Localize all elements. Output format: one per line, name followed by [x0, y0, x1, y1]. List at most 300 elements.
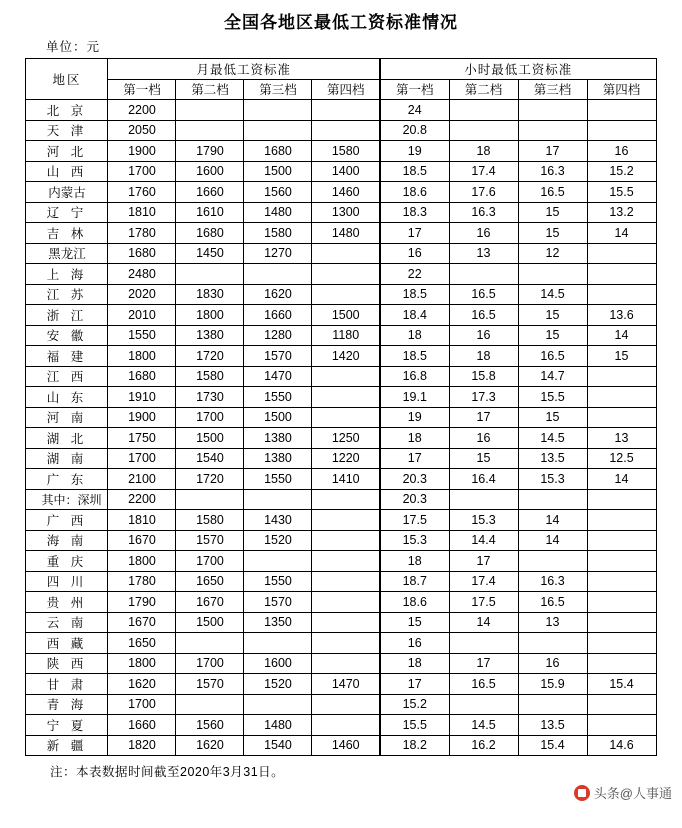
unit-label: 单位：元	[46, 40, 101, 54]
monthly-wage-cell: 1550	[108, 325, 176, 346]
monthly-wage-cell: 1500	[176, 428, 244, 449]
toutiao-logo-icon	[574, 785, 590, 801]
table-row	[26, 100, 656, 121]
monthly-wage-cell: 1480	[244, 715, 312, 736]
monthly-wage-cell: 1550	[244, 469, 312, 490]
monthly-wage-cell: 1670	[176, 592, 244, 613]
monthly-wage-cell: 1750	[108, 428, 176, 449]
hourly-wage-cell: 20.8	[380, 120, 449, 141]
monthly-wage-cell: 1500	[312, 305, 380, 326]
monthly-wage-cell: 1430	[244, 510, 312, 531]
hourly-wage-cell: 18.7	[380, 571, 449, 592]
hourly-wage-cell: 13.5	[518, 715, 587, 736]
hourly-wage-cell: 18	[380, 653, 449, 674]
hourly-wage-cell: 13	[449, 243, 518, 264]
table-row	[26, 653, 656, 674]
monthly-wage-cell	[176, 120, 244, 141]
table-row	[26, 633, 656, 654]
monthly-wage-cell: 1700	[176, 551, 244, 572]
hourly-wage-cell	[587, 653, 656, 674]
monthly-wage-cell	[176, 264, 244, 285]
hourly-wage-cell: 14	[587, 469, 656, 490]
hourly-wage-cell	[587, 530, 656, 551]
region-name-cell: 天 津	[26, 120, 108, 141]
monthly-wage-cell: 1560	[244, 182, 312, 203]
hourly-wage-cell: 17.6	[449, 182, 518, 203]
hourly-wage-cell: 16.5	[449, 674, 518, 695]
hourly-wage-cell: 17.5	[380, 510, 449, 531]
hourly-wage-cell: 18.5	[380, 346, 449, 367]
hourly-wage-cell: 14.4	[449, 530, 518, 551]
monthly-wage-cell	[312, 571, 380, 592]
monthly-wage-cell	[244, 264, 312, 285]
monthly-wage-cell: 1540	[176, 448, 244, 469]
monthly-wage-cell: 1380	[244, 428, 312, 449]
hourly-wage-cell: 18	[449, 141, 518, 162]
header-hourly-tier-4: 第四档	[587, 79, 656, 100]
monthly-wage-cell: 1470	[244, 366, 312, 387]
monthly-wage-cell: 1680	[244, 141, 312, 162]
region-name-cell: 云 南	[26, 612, 108, 633]
region-name-cell: 新 疆	[26, 735, 108, 756]
header-region: 地区	[26, 59, 108, 100]
hourly-wage-cell	[587, 407, 656, 428]
table-row	[26, 489, 656, 510]
hourly-wage-cell	[587, 120, 656, 141]
hourly-wage-cell	[449, 633, 518, 654]
hourly-wage-cell	[587, 592, 656, 613]
monthly-wage-cell: 1810	[108, 510, 176, 531]
region-name-cell: 青 海	[26, 694, 108, 715]
monthly-wage-cell: 1800	[108, 551, 176, 572]
monthly-wage-cell: 2010	[108, 305, 176, 326]
page-title: 全国各地区最低工资标准情况	[224, 13, 458, 32]
region-name-cell: 甘 肃	[26, 674, 108, 695]
hourly-wage-cell: 17	[518, 141, 587, 162]
region-name-cell: 广 西	[26, 510, 108, 531]
monthly-wage-cell: 1800	[176, 305, 244, 326]
hourly-wage-cell: 15.5	[587, 182, 656, 203]
monthly-wage-cell: 1720	[176, 469, 244, 490]
monthly-wage-cell: 1460	[312, 182, 380, 203]
monthly-wage-cell	[244, 633, 312, 654]
monthly-wage-cell: 2050	[108, 120, 176, 141]
monthly-wage-cell: 1570	[176, 674, 244, 695]
region-name-cell: 安 徽	[26, 325, 108, 346]
hourly-wage-cell: 19.1	[380, 387, 449, 408]
monthly-wage-cell: 1610	[176, 202, 244, 223]
region-name-cell: 宁 夏	[26, 715, 108, 736]
monthly-wage-cell	[176, 489, 244, 510]
hourly-wage-cell: 13.6	[587, 305, 656, 326]
monthly-wage-cell: 2200	[108, 100, 176, 121]
watermark-text: 头条@人事通	[593, 786, 672, 801]
monthly-wage-cell: 2200	[108, 489, 176, 510]
hourly-wage-cell	[587, 366, 656, 387]
monthly-wage-cell: 2480	[108, 264, 176, 285]
header-monthly-tier-4: 第四档	[312, 79, 380, 100]
region-name-cell: 江 苏	[26, 284, 108, 305]
hourly-wage-cell: 14.5	[449, 715, 518, 736]
monthly-wage-cell: 2020	[108, 284, 176, 305]
hourly-wage-cell: 18	[380, 428, 449, 449]
monthly-wage-cell: 1700	[176, 653, 244, 674]
table-row	[26, 284, 656, 305]
monthly-wage-cell: 1790	[176, 141, 244, 162]
hourly-wage-cell: 15.3	[518, 469, 587, 490]
table-row	[26, 346, 656, 367]
region-name-cell: 黑龙江	[26, 243, 108, 264]
hourly-wage-cell: 17.4	[449, 571, 518, 592]
hourly-wage-cell	[587, 284, 656, 305]
monthly-wage-cell: 1480	[312, 223, 380, 244]
hourly-wage-cell: 14	[587, 325, 656, 346]
hourly-wage-cell: 24	[380, 100, 449, 121]
hourly-wage-cell	[587, 100, 656, 121]
region-name-cell: 其中：深圳	[26, 489, 108, 510]
monthly-wage-cell: 1570	[244, 592, 312, 613]
monthly-wage-cell	[312, 592, 380, 613]
hourly-wage-cell: 15.5	[380, 715, 449, 736]
hourly-wage-cell: 15.3	[380, 530, 449, 551]
monthly-wage-cell	[176, 633, 244, 654]
hourly-wage-cell: 15.8	[449, 366, 518, 387]
region-name-cell: 湖 北	[26, 428, 108, 449]
hourly-wage-cell: 20.3	[380, 469, 449, 490]
table-row	[26, 674, 656, 695]
hourly-wage-cell: 16	[449, 325, 518, 346]
table-row	[26, 325, 656, 346]
monthly-wage-cell: 1480	[244, 202, 312, 223]
hourly-wage-cell: 15	[449, 448, 518, 469]
monthly-wage-cell: 1550	[244, 571, 312, 592]
monthly-wage-cell	[244, 100, 312, 121]
hourly-wage-cell: 14.7	[518, 366, 587, 387]
hourly-wage-cell: 18.6	[380, 182, 449, 203]
monthly-wage-cell: 1550	[244, 387, 312, 408]
monthly-wage-cell	[244, 694, 312, 715]
region-name-cell: 辽 宁	[26, 202, 108, 223]
monthly-wage-cell: 1520	[244, 674, 312, 695]
region-name-cell: 河 南	[26, 407, 108, 428]
table-body	[26, 100, 656, 756]
monthly-wage-cell: 1900	[108, 141, 176, 162]
hourly-wage-cell: 15.9	[518, 674, 587, 695]
monthly-wage-cell: 1700	[176, 407, 244, 428]
hourly-wage-cell: 16	[380, 243, 449, 264]
monthly-wage-cell	[312, 612, 380, 633]
hourly-wage-cell: 16.5	[518, 346, 587, 367]
monthly-wage-cell: 1800	[108, 653, 176, 674]
hourly-wage-cell: 16.5	[449, 284, 518, 305]
table-row	[26, 448, 656, 469]
table-row	[26, 141, 656, 162]
monthly-wage-cell: 1790	[108, 592, 176, 613]
hourly-wage-cell: 16.8	[380, 366, 449, 387]
monthly-wage-cell: 1400	[312, 161, 380, 182]
monthly-wage-cell: 1500	[176, 612, 244, 633]
region-name-cell: 内蒙古	[26, 182, 108, 203]
monthly-wage-cell: 1680	[108, 366, 176, 387]
monthly-wage-cell: 1460	[312, 735, 380, 756]
monthly-wage-cell	[244, 120, 312, 141]
hourly-wage-cell: 16.5	[518, 182, 587, 203]
monthly-wage-cell	[312, 530, 380, 551]
monthly-wage-cell: 1540	[244, 735, 312, 756]
table-row	[26, 202, 656, 223]
table-row	[26, 305, 656, 326]
monthly-wage-cell	[312, 407, 380, 428]
hourly-wage-cell	[587, 612, 656, 633]
hourly-wage-cell: 15.3	[449, 510, 518, 531]
region-name-cell: 四 川	[26, 571, 108, 592]
monthly-wage-cell: 1580	[176, 366, 244, 387]
hourly-wage-cell: 18.2	[380, 735, 449, 756]
hourly-wage-cell: 13.5	[518, 448, 587, 469]
hourly-wage-cell	[518, 551, 587, 572]
monthly-wage-cell: 1660	[176, 182, 244, 203]
hourly-wage-cell	[587, 571, 656, 592]
header-monthly-tier-3: 第三档	[244, 79, 312, 100]
table-row	[26, 182, 656, 203]
region-name-cell: 江 西	[26, 366, 108, 387]
hourly-wage-cell: 15.4	[587, 674, 656, 695]
monthly-wage-cell	[312, 633, 380, 654]
monthly-wage-cell: 1730	[176, 387, 244, 408]
table-row	[26, 120, 656, 141]
region-name-cell: 西 藏	[26, 633, 108, 654]
hourly-wage-cell: 17.4	[449, 161, 518, 182]
region-name-cell: 北 京	[26, 100, 108, 121]
monthly-wage-cell: 1380	[244, 448, 312, 469]
hourly-wage-cell: 15	[518, 407, 587, 428]
hourly-wage-cell	[587, 715, 656, 736]
monthly-wage-cell: 1670	[108, 530, 176, 551]
hourly-wage-cell	[518, 694, 587, 715]
monthly-wage-cell: 1650	[176, 571, 244, 592]
hourly-wage-cell: 17.3	[449, 387, 518, 408]
table-header-tiers	[26, 79, 656, 100]
monthly-wage-cell: 1600	[244, 653, 312, 674]
header-hourly-tier-3: 第三档	[518, 79, 587, 100]
header-monthly-tier-2: 第二档	[176, 79, 244, 100]
hourly-wage-cell: 18	[380, 325, 449, 346]
hourly-wage-cell: 16.2	[449, 735, 518, 756]
monthly-wage-cell: 1620	[176, 735, 244, 756]
hourly-wage-cell: 18.6	[380, 592, 449, 613]
hourly-wage-cell: 15	[518, 305, 587, 326]
monthly-wage-cell: 1500	[244, 161, 312, 182]
hourly-wage-cell: 15.2	[587, 161, 656, 182]
monthly-wage-cell: 1450	[176, 243, 244, 264]
monthly-wage-cell: 1300	[312, 202, 380, 223]
monthly-wage-cell	[312, 715, 380, 736]
region-name-cell: 重 庆	[26, 551, 108, 572]
monthly-wage-cell: 1660	[244, 305, 312, 326]
hourly-wage-cell	[518, 100, 587, 121]
monthly-wage-cell: 1250	[312, 428, 380, 449]
hourly-wage-cell: 14.5	[518, 428, 587, 449]
monthly-wage-cell	[312, 243, 380, 264]
table-row	[26, 715, 656, 736]
hourly-wage-cell: 20.3	[380, 489, 449, 510]
hourly-wage-cell	[518, 264, 587, 285]
hourly-wage-cell	[587, 551, 656, 572]
monthly-wage-cell	[176, 100, 244, 121]
monthly-wage-cell: 1580	[312, 141, 380, 162]
hourly-wage-cell: 17.5	[449, 592, 518, 613]
monthly-wage-cell	[312, 264, 380, 285]
hourly-wage-cell	[518, 489, 587, 510]
region-name-cell: 广 东	[26, 469, 108, 490]
table-row	[26, 161, 656, 182]
hourly-wage-cell: 18.4	[380, 305, 449, 326]
hourly-wage-cell: 17	[449, 551, 518, 572]
hourly-wage-cell: 14.5	[518, 284, 587, 305]
monthly-wage-cell: 1600	[176, 161, 244, 182]
hourly-wage-cell	[449, 694, 518, 715]
hourly-wage-cell	[587, 510, 656, 531]
header-hourly-tier-2: 第二档	[449, 79, 518, 100]
hourly-wage-cell: 17	[449, 653, 518, 674]
monthly-wage-cell: 1470	[312, 674, 380, 695]
table-row	[26, 612, 656, 633]
hourly-wage-cell	[587, 633, 656, 654]
hourly-wage-cell: 17	[380, 223, 449, 244]
monthly-wage-cell	[176, 694, 244, 715]
minimum-wage-table	[25, 58, 656, 756]
monthly-wage-cell: 1820	[108, 735, 176, 756]
hourly-wage-cell: 16.5	[449, 305, 518, 326]
header-hourly-tier-1: 第一档	[380, 79, 449, 100]
hourly-wage-cell: 15.5	[518, 387, 587, 408]
hourly-wage-cell: 15	[380, 612, 449, 633]
hourly-wage-cell: 18	[449, 346, 518, 367]
table-header-groups	[26, 59, 656, 80]
hourly-wage-cell: 16.4	[449, 469, 518, 490]
hourly-wage-cell: 22	[380, 264, 449, 285]
monthly-wage-cell: 1780	[108, 571, 176, 592]
hourly-wage-cell: 13	[587, 428, 656, 449]
monthly-wage-cell: 1780	[108, 223, 176, 244]
hourly-wage-cell: 19	[380, 407, 449, 428]
table-row	[26, 243, 656, 264]
hourly-wage-cell: 16	[449, 223, 518, 244]
monthly-wage-cell: 1180	[312, 325, 380, 346]
monthly-wage-cell: 1810	[108, 202, 176, 223]
monthly-wage-cell: 1580	[176, 510, 244, 531]
hourly-wage-cell	[518, 120, 587, 141]
monthly-wage-cell: 1570	[176, 530, 244, 551]
monthly-wage-cell	[312, 120, 380, 141]
monthly-wage-cell: 1910	[108, 387, 176, 408]
hourly-wage-cell: 19	[380, 141, 449, 162]
table-row	[26, 530, 656, 551]
hourly-wage-cell: 14	[518, 510, 587, 531]
hourly-wage-cell: 15	[518, 223, 587, 244]
hourly-wage-cell: 17	[380, 674, 449, 695]
hourly-wage-cell: 13.2	[587, 202, 656, 223]
table-row	[26, 592, 656, 613]
hourly-wage-cell	[449, 120, 518, 141]
hourly-wage-cell: 16.3	[518, 161, 587, 182]
hourly-wage-cell: 14	[587, 223, 656, 244]
monthly-wage-cell: 1760	[108, 182, 176, 203]
header-monthly-tier-1: 第一档	[108, 79, 176, 100]
region-name-cell: 海 南	[26, 530, 108, 551]
header-hourly-group: 小时最低工资标准	[380, 59, 656, 80]
table-note: 注：本表数据时间截至2020年3月31日。	[50, 765, 285, 779]
hourly-wage-cell: 18.5	[380, 161, 449, 182]
header-monthly-group: 月最低工资标准	[108, 59, 380, 80]
region-name-cell: 福 建	[26, 346, 108, 367]
table-row	[26, 428, 656, 449]
hourly-wage-cell: 16	[518, 653, 587, 674]
monthly-wage-cell	[312, 489, 380, 510]
hourly-wage-cell: 16.5	[518, 592, 587, 613]
monthly-wage-cell: 1720	[176, 346, 244, 367]
monthly-wage-cell: 1280	[244, 325, 312, 346]
monthly-wage-cell: 1580	[244, 223, 312, 244]
hourly-wage-cell: 17	[380, 448, 449, 469]
monthly-wage-cell: 1700	[108, 161, 176, 182]
monthly-wage-cell: 1680	[108, 243, 176, 264]
hourly-wage-cell: 17	[449, 407, 518, 428]
hourly-wage-cell	[449, 264, 518, 285]
region-name-cell: 吉 林	[26, 223, 108, 244]
hourly-wage-cell	[587, 694, 656, 715]
table-row	[26, 469, 656, 490]
monthly-wage-cell	[312, 551, 380, 572]
monthly-wage-cell: 1270	[244, 243, 312, 264]
table-row	[26, 407, 656, 428]
hourly-wage-cell: 14	[449, 612, 518, 633]
hourly-wage-cell: 14.6	[587, 735, 656, 756]
table-row	[26, 387, 656, 408]
hourly-wage-cell	[587, 387, 656, 408]
table-row	[26, 735, 656, 756]
monthly-wage-cell	[312, 366, 380, 387]
monthly-wage-cell: 1560	[176, 715, 244, 736]
monthly-wage-cell: 1570	[244, 346, 312, 367]
hourly-wage-cell: 12	[518, 243, 587, 264]
monthly-wage-cell: 1380	[176, 325, 244, 346]
monthly-wage-cell: 1830	[176, 284, 244, 305]
monthly-wage-cell: 1800	[108, 346, 176, 367]
monthly-wage-cell: 1650	[108, 633, 176, 654]
hourly-wage-cell: 14	[518, 530, 587, 551]
hourly-wage-cell: 15	[587, 346, 656, 367]
monthly-wage-cell	[244, 551, 312, 572]
monthly-wage-cell: 1900	[108, 407, 176, 428]
hourly-wage-cell: 18.3	[380, 202, 449, 223]
hourly-wage-cell	[449, 100, 518, 121]
monthly-wage-cell	[312, 387, 380, 408]
hourly-wage-cell: 13	[518, 612, 587, 633]
hourly-wage-cell	[587, 489, 656, 510]
hourly-wage-cell: 16	[587, 141, 656, 162]
hourly-wage-cell	[587, 264, 656, 285]
hourly-wage-cell	[587, 243, 656, 264]
monthly-wage-cell: 2100	[108, 469, 176, 490]
monthly-wage-cell: 1620	[244, 284, 312, 305]
hourly-wage-cell: 18.5	[380, 284, 449, 305]
monthly-wage-cell: 1220	[312, 448, 380, 469]
region-name-cell: 贵 州	[26, 592, 108, 613]
hourly-wage-cell: 15	[518, 325, 587, 346]
monthly-wage-cell: 1350	[244, 612, 312, 633]
monthly-wage-cell: 1700	[108, 448, 176, 469]
